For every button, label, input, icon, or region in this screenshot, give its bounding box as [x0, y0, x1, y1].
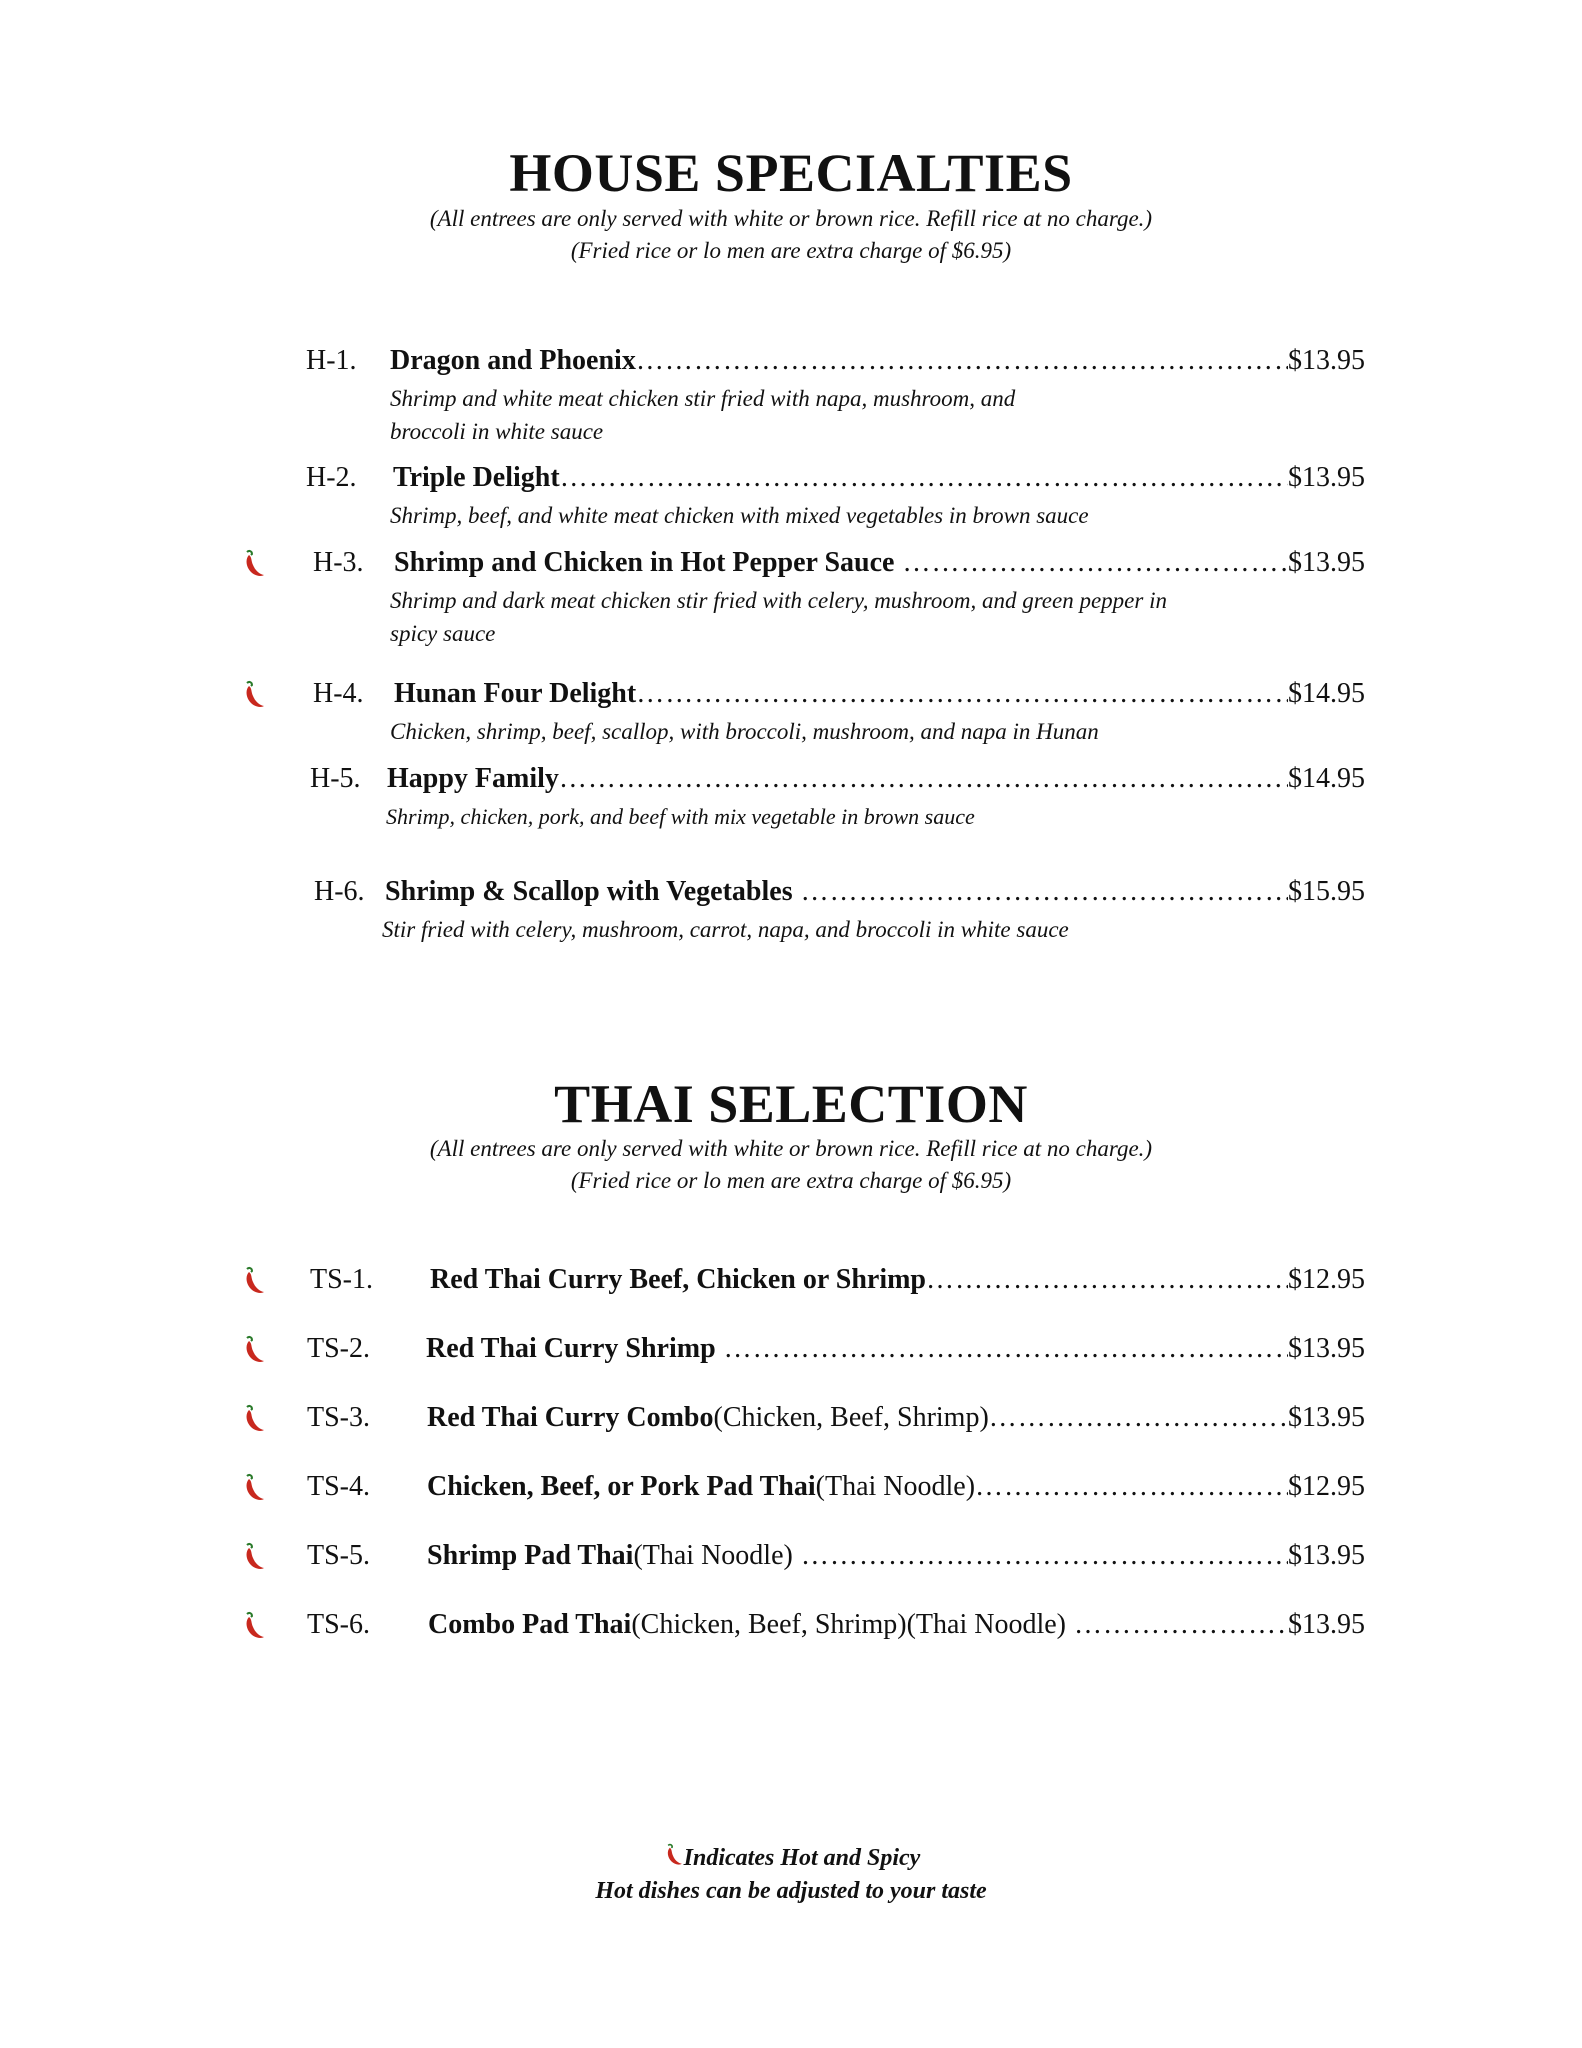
item-description: [390, 382, 1015, 448]
item-extra: (Chicken, Beef, Shrimp): [713, 1402, 989, 1433]
item-description: [390, 584, 1167, 650]
item-code: TS-2.: [307, 1333, 370, 1364]
leader-dots: [636, 678, 1288, 710]
item-description: [382, 913, 1069, 946]
item-name: Red Thai Curry Combo: [427, 1402, 714, 1433]
leader-dots: [636, 345, 1288, 377]
chili-pepper-icon: [662, 1843, 684, 1867]
item-description-line: Chicken, shrimp, beef, scallop, with broccoli, mushroom, and napa in Hunan: [390, 719, 1099, 744]
chili-pepper-icon: [240, 1404, 266, 1434]
leader-dots: [801, 876, 1288, 908]
item-description-line: Shrimp, beef, and white meat chicken with mixed vegetables in brown sauce: [390, 503, 1089, 528]
item-name: Dragon and Phoenix: [390, 345, 636, 376]
item-name: Shrimp and Chicken in Hot Pepper Sauce: [394, 547, 895, 578]
item-line: [385, 876, 1365, 908]
item-line: [427, 1540, 1365, 1572]
house-rice-note: [0, 203, 1582, 267]
leader-dots: [926, 1264, 1288, 1296]
item-extra: (Chicken, Beef, Shrimp)(Thai Noodle): [631, 1609, 1066, 1640]
item-line: [427, 1471, 1365, 1503]
item-name: Hunan Four Delight: [394, 678, 637, 709]
item-code: H-4.: [313, 678, 364, 709]
item-line: [393, 462, 1365, 494]
adjust-taste-note: Hot dishes can be adjusted to your taste: [595, 1878, 987, 1904]
item-name: Happy Family: [387, 763, 559, 794]
item-extra: (Thai Noodle): [815, 1471, 976, 1502]
item-price: $13.95: [1288, 462, 1365, 493]
item-price: $13.95: [1288, 1402, 1365, 1433]
chili-pepper-icon: [240, 680, 266, 710]
thai-note-line-1: (All entrees are only served with white or brown rice. Refill rice at no charge.): [429, 1136, 1153, 1161]
thai-selection-title: THAI SELECTION: [554, 1074, 1028, 1134]
house-specialties-title: HOUSE SPECIALTIES: [509, 143, 1073, 203]
item-description-line: Shrimp and dark meat chicken stir fried with celery, mushroom, and green pepper in: [390, 588, 1167, 613]
item-line: [387, 763, 1365, 795]
item-line: [390, 345, 1365, 377]
chili-pepper-icon: [240, 549, 266, 579]
item-price: $15.95: [1288, 876, 1365, 907]
house-note-line-1: (All entrees are only served with white or brown rice. Refill rice at no charge.): [429, 206, 1153, 231]
item-price: $14.95: [1288, 763, 1365, 794]
item-code: TS-4.: [307, 1471, 370, 1502]
item-price: $13.95: [1288, 1609, 1365, 1640]
item-description: [386, 800, 975, 833]
item-description-line: Shrimp and white meat chicken stir fried with napa, mushroom, and: [390, 386, 1016, 411]
thai-note-line-2: (Fried rice or lo men are extra charge of $6.95): [570, 1168, 1012, 1193]
chili-pepper-icon: [240, 1542, 266, 1572]
chili-pepper-icon: [240, 1266, 266, 1296]
item-price: $13.95: [1288, 547, 1365, 578]
leader-dots: [560, 462, 1288, 494]
thai-rice-note: [0, 1133, 1582, 1197]
item-description: [390, 499, 1089, 532]
item-code: TS-6.: [307, 1609, 370, 1640]
item-code: TS-5.: [307, 1540, 370, 1571]
item-price: $14.95: [1288, 678, 1365, 709]
chili-pepper-icon: [240, 1611, 266, 1641]
item-name: Red Thai Curry Beef, Chicken or Shrimp: [430, 1264, 926, 1295]
item-price: $13.95: [1288, 1540, 1365, 1571]
item-code: H-1.: [306, 345, 357, 376]
leader-dots: [724, 1333, 1288, 1365]
leader-dots: [975, 1471, 1288, 1503]
item-line: [426, 1333, 1365, 1365]
leader-dots: [801, 1540, 1288, 1572]
item-description: [390, 715, 1099, 748]
item-extra: (Thai Noodle): [633, 1540, 793, 1571]
leader-dots: [559, 763, 1288, 795]
spicy-legend-text: Indicates Hot and Spicy: [683, 1845, 921, 1871]
item-price: $12.95: [1288, 1471, 1365, 1502]
item-price: $12.95: [1288, 1264, 1365, 1295]
chili-pepper-icon: [240, 1473, 266, 1503]
item-description-line: spicy sauce: [390, 621, 496, 646]
item-name: Red Thai Curry Shrimp: [426, 1333, 716, 1364]
leader-dots: [989, 1402, 1288, 1434]
item-description-line: broccoli in white sauce: [390, 419, 604, 444]
item-line: [394, 547, 1365, 579]
house-note-line-2: (Fried rice or lo men are extra charge of $6.95): [570, 238, 1012, 263]
chili-pepper-icon: [240, 1335, 266, 1365]
item-price: $13.95: [1288, 345, 1365, 376]
item-name: Triple Delight: [393, 462, 560, 493]
item-line: [394, 678, 1365, 710]
item-name: Combo Pad Thai: [428, 1609, 632, 1640]
item-name: Shrimp Pad Thai: [427, 1540, 634, 1571]
item-code: H-2.: [306, 462, 357, 493]
item-price: $13.95: [1288, 1333, 1365, 1364]
spicy-legend: [0, 1842, 1582, 1908]
item-code: H-5.: [310, 763, 361, 794]
item-code: H-6.: [314, 876, 365, 907]
item-code: H-3.: [313, 547, 364, 578]
item-description-line: Stir fried with celery, mushroom, carrot, napa, and broccoli in white sauce: [382, 917, 1069, 942]
leader-dots: [902, 547, 1288, 579]
leader-dots: [1074, 1609, 1288, 1641]
item-line: [430, 1264, 1365, 1296]
item-line: [428, 1609, 1365, 1641]
item-line: [427, 1402, 1365, 1434]
item-name: Chicken, Beef, or Pork Pad Thai: [427, 1471, 816, 1502]
item-code: TS-1.: [310, 1264, 373, 1295]
item-description-line: Shrimp, chicken, pork, and beef with mix vegetable in brown sauce: [386, 804, 975, 829]
item-code: TS-3.: [307, 1402, 370, 1433]
item-name: Shrimp & Scallop with Vegetables: [385, 876, 793, 907]
spicy-legend-line: [0, 1842, 1582, 1875]
